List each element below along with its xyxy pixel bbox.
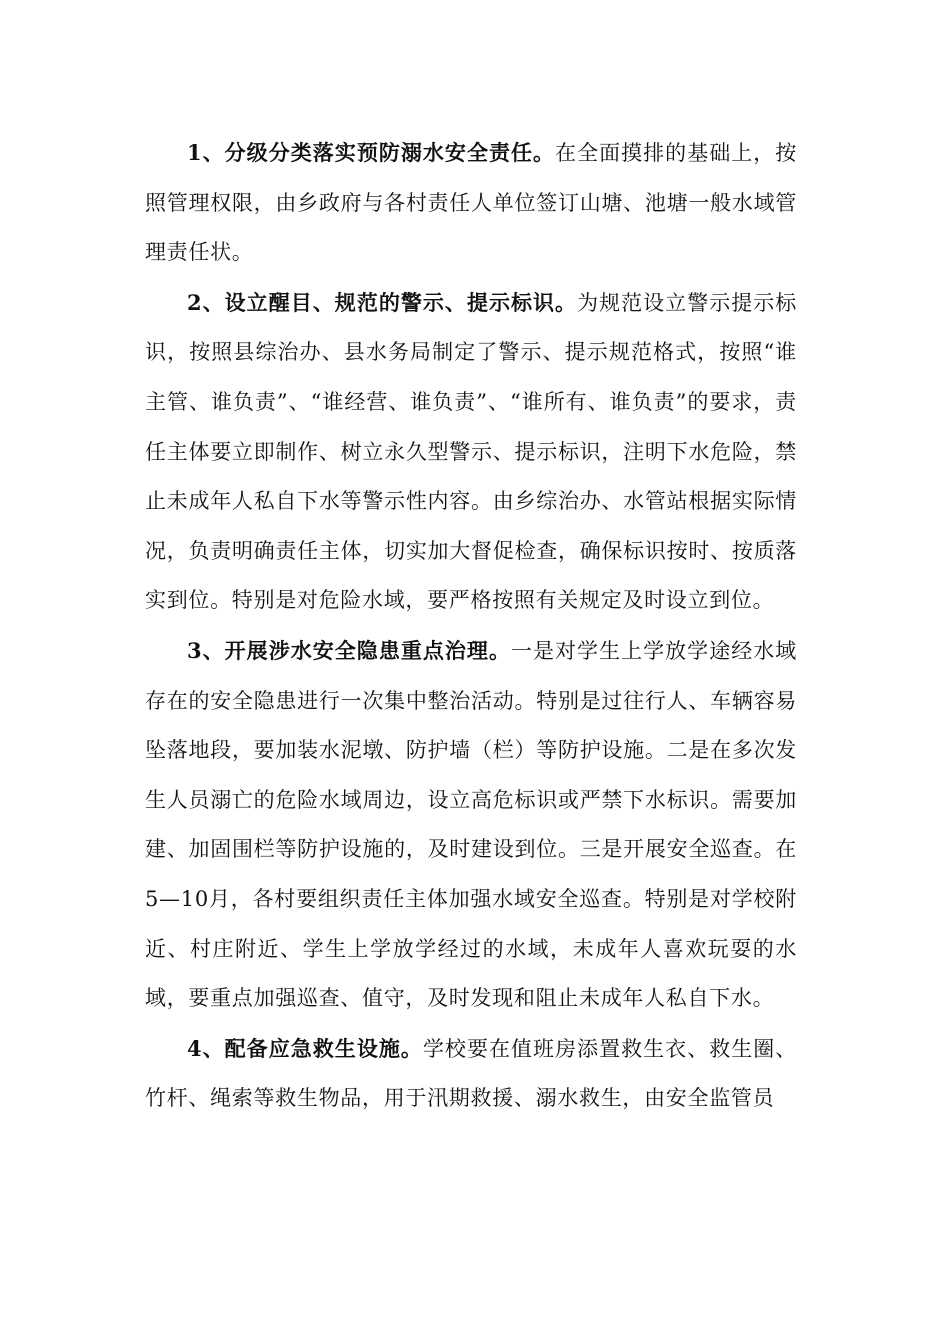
paragraph-4-text: 学校要在值班房添置救生衣、救生圈、竹杆、绳索等救生物品，用于汛期救援、溺水救生，由安全监管员 (145, 1036, 797, 1111)
paragraph-1-heading: 1、分级分类落实预防溺水安全责任。 (187, 140, 556, 165)
paragraph-1 (145, 128, 797, 278)
paragraph-3-heading: 3、开展涉水安全隐患重点治理。 (187, 637, 511, 663)
paragraph-4 (145, 1024, 797, 1124)
paragraph-4-heading: 4、配备应急救生设施。 (187, 1035, 423, 1061)
paragraph-2 (145, 278, 797, 626)
document-body (145, 128, 797, 1124)
paragraph-2-heading: 2、设立醒目、规范的警示、提示标识。 (187, 289, 578, 315)
paragraph-3 (145, 626, 797, 1024)
paragraph-2-text: 为规范设立警示提示标识，按照县综治办、县水务局制定了警示、提示规范格式，按照“谁主管、谁负责”、“谁经营、谁负责”、“谁所有、谁负责”的要求，责任主体要立即制作、树立永久型警示、提示标识，注明下水危险，禁止未成年人私自下水等警示性内容。由乡综治办、水管站根据实际情况，负责明确责任主体，切实加大督促检查，确保标识按时、按质落实到位。特别是对危险水域，要严格按照有关规定及时设立到位。 (145, 290, 798, 613)
paragraph-1-text: 在全面摸排的基础上，按照管理权限，由乡政府与各村责任人单位签订山塘、池塘一般水域管理责任状。 (145, 141, 797, 265)
paragraph-3-text: 一是对学生上学放学途经水域存在的安全隐患进行一次集中整治活动。特别是过往行人、车辆容易坠落地段，要加装水泥墩、防护墙（栏）等防护设施。二是在多次发生人员溺亡的危险水域周边，设立高危标识或严禁下水标识。需要加建、加固围栏等防护设施的，及时建设到位。三是开展安全巡查。在5—10月，各村要组织责任主体加强水域安全巡查。特别是对学校附近、村庄附近、学生上学放学经过的水域，未成年人喜欢玩耍的水域，要重点加强巡查、值守，及时发现和阻止未成年人私自下水。 (145, 638, 797, 1011)
